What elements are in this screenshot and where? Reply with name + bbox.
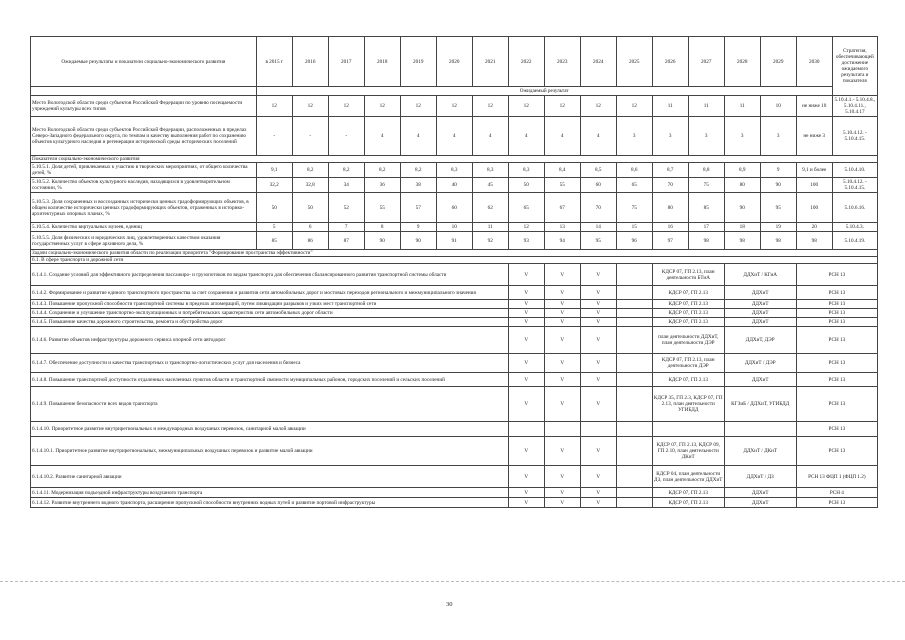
task-mark: V bbox=[580, 498, 616, 508]
metric-value: 98 bbox=[724, 232, 760, 250]
task-ref: РСН 13 bbox=[796, 286, 877, 300]
task-label: 6.1.4.10.2. Развитие санитарной авиации bbox=[31, 466, 509, 488]
metric-value: 8,3 bbox=[508, 163, 544, 178]
metric-value: 3 bbox=[724, 117, 760, 156]
metric-value: 9 bbox=[760, 163, 796, 178]
task-program: КДСР 07, ГП 2.13 bbox=[652, 318, 724, 327]
metric-value: 52 bbox=[328, 193, 364, 223]
empty-cell bbox=[616, 387, 652, 422]
task-program: КДСР 07, ГП 2.13 bbox=[652, 286, 724, 300]
metric-value: 85 bbox=[256, 232, 292, 250]
task-mark bbox=[580, 422, 616, 437]
task-row bbox=[31, 327, 878, 354]
metric-value: 11 bbox=[688, 96, 724, 117]
task-executor: ДДХиТ bbox=[724, 286, 796, 300]
task-program: КДСР 07, ГП 2.13, план деятельности БТиА bbox=[652, 264, 724, 286]
task-mark bbox=[508, 422, 544, 437]
metric-value: 8,4 bbox=[544, 163, 580, 178]
metric-value: 11 bbox=[724, 96, 760, 117]
metric-value: 93 bbox=[508, 232, 544, 250]
metric-value: 75 bbox=[688, 178, 724, 193]
header-year: 2026 bbox=[652, 37, 688, 87]
task-program: КДСР 07, ГП 2.13 bbox=[652, 373, 724, 387]
task-mark: V bbox=[508, 264, 544, 286]
metric-value: 32,2 bbox=[256, 178, 292, 193]
metric-ref: 5.10.4.19. bbox=[832, 232, 877, 250]
metric-value: 100 bbox=[796, 178, 832, 193]
metric-value: 55 bbox=[364, 193, 400, 223]
task-mark: V bbox=[544, 498, 580, 508]
page-edge-line bbox=[0, 581, 905, 582]
task-executor: ДДХиТ / КГиА bbox=[724, 264, 796, 286]
metric-row bbox=[31, 178, 878, 193]
metric-value: 12 bbox=[508, 223, 544, 232]
task-mark: V bbox=[508, 466, 544, 488]
metric-value: 50 bbox=[292, 193, 328, 223]
metric-value: 4 bbox=[580, 117, 616, 156]
task-mark: V bbox=[508, 354, 544, 373]
metric-ref: 5.10.4.12. - 5.10.4.15. bbox=[832, 178, 877, 193]
metric-value: 12 bbox=[364, 96, 400, 117]
metric-value: 8,2 bbox=[292, 163, 328, 178]
metric-value: - bbox=[292, 117, 328, 156]
task-label: 6.1.4.3. Повышение пропускной способности транспортной системы в пределах агломераций, путем ликвидации разрывов и узких мест транспортной сети bbox=[31, 300, 509, 309]
metric-value: 11 bbox=[472, 223, 508, 232]
task-mark: V bbox=[544, 437, 580, 466]
task-executor: ДДХиТ, ДЭР bbox=[724, 327, 796, 354]
metric-value: 65 bbox=[616, 178, 652, 193]
task-mark: V bbox=[544, 318, 580, 327]
metric-value: 8,6 bbox=[616, 163, 652, 178]
metric-value: 3 bbox=[688, 117, 724, 156]
metric-value: 90 bbox=[760, 178, 796, 193]
metric-value: 12 bbox=[436, 96, 472, 117]
task-mark: V bbox=[508, 498, 544, 508]
metric-ref: 5.10.4.1.- 5.10.4.8., 5.10.4.11., 5.10.4.17 bbox=[832, 96, 877, 117]
task-mark: V bbox=[544, 387, 580, 422]
task-ref: РСН 13 bbox=[796, 387, 877, 422]
metric-row bbox=[31, 193, 878, 223]
header-year: 2023 bbox=[544, 37, 580, 87]
metric-value: 86 bbox=[292, 232, 328, 250]
task-executor bbox=[724, 422, 796, 437]
task-mark: V bbox=[508, 387, 544, 422]
task-ref: РСН 13 bbox=[796, 437, 877, 466]
metric-value: 8 bbox=[364, 223, 400, 232]
task-row bbox=[31, 309, 878, 318]
metric-value: 12 bbox=[616, 96, 652, 117]
task-mark: V bbox=[508, 373, 544, 387]
section-row bbox=[31, 156, 878, 163]
metric-value: 4 bbox=[472, 117, 508, 156]
task-program: КДСР 07, ГП 2.13, КДСР 09, ГП 2.10, план деятельности ДКиТ bbox=[652, 437, 724, 466]
task-row bbox=[31, 498, 878, 508]
metric-value: 4 bbox=[544, 117, 580, 156]
task-ref: РСН 13 bbox=[796, 318, 877, 327]
empty-cell bbox=[616, 300, 652, 309]
empty-cell bbox=[616, 286, 652, 300]
metric-value: не ниже 10 bbox=[796, 96, 832, 117]
task-mark: V bbox=[544, 309, 580, 318]
task-program: КДСР 35, ГП 2.3, КДСР 07, ГП 2.13, план деятельности УГИБДД bbox=[652, 387, 724, 422]
task-mark: V bbox=[544, 327, 580, 354]
metric-value: 60 bbox=[580, 178, 616, 193]
task-row bbox=[31, 373, 878, 387]
metric-value: 40 bbox=[436, 178, 472, 193]
empty-cell bbox=[616, 327, 652, 354]
task-mark: V bbox=[508, 300, 544, 309]
task-label: 6.1.4.4. Сохранение и улучшение транспортно-эксплуатационных и потребительских характеристик сети автомобильных дорог области bbox=[31, 309, 509, 318]
task-executor: ДДХиТ bbox=[724, 488, 796, 498]
metric-value: 12 bbox=[580, 96, 616, 117]
task-row bbox=[31, 437, 878, 466]
metric-value: 11 bbox=[652, 96, 688, 117]
metric-value: 3 bbox=[652, 117, 688, 156]
task-mark: V bbox=[580, 318, 616, 327]
page-number: 30 bbox=[446, 601, 453, 608]
metric-value: 12 bbox=[256, 96, 292, 117]
metric-label: Место Вологодской области среди субъектов Российской Федерации по уровню посещаемости учреждений культуры всех типов bbox=[31, 96, 257, 117]
header-indicator: Ожидаемые результаты и показатели социально-экономического развития bbox=[31, 37, 257, 87]
task-label: 6.1.4.10.1. Приоритетное развитие внутрирегиональных, межмуниципальных воздушных перевозок и развитие малой авиации bbox=[31, 437, 509, 466]
metric-value: 32,8 bbox=[292, 178, 328, 193]
metric-value: 95 bbox=[760, 193, 796, 223]
empty-cell bbox=[616, 437, 652, 466]
metric-value: 65 bbox=[508, 193, 544, 223]
metric-value: 34 bbox=[328, 178, 364, 193]
task-program: КДСР 04, план деятельности ДЗ, план деятельности ДДХиТ bbox=[652, 466, 724, 488]
task-executor: ДДХиТ / ДЭР bbox=[724, 354, 796, 373]
metric-value: 8,2 bbox=[400, 163, 436, 178]
subheader-row bbox=[31, 87, 878, 96]
metric-value: 12 bbox=[508, 96, 544, 117]
metric-value: 90 bbox=[400, 232, 436, 250]
header-year: в 2015 г bbox=[256, 37, 292, 87]
task-program: КДСР 07, ГП 2.13 bbox=[652, 300, 724, 309]
task-executor: КГЗиБ / ДДХиТ, УГИБДД bbox=[724, 387, 796, 422]
metric-value: 98 bbox=[688, 232, 724, 250]
metric-ref: 5.10.6.16. bbox=[832, 193, 877, 223]
metric-value: 90 bbox=[724, 193, 760, 223]
metric-value: 5 bbox=[256, 223, 292, 232]
metric-value: 38 bbox=[400, 178, 436, 193]
empty-cell bbox=[616, 354, 652, 373]
metric-label: 5.10.5.3. Доля сохраненных и воссозданных исторически ценных градоформирующих объектов, в общем количестве исторически ценных градоформирующих объектов, отраженных в историко-архитектурных опорных планах, % bbox=[31, 193, 257, 223]
header-year: 2028 bbox=[724, 37, 760, 87]
header-year: 2018 bbox=[364, 37, 400, 87]
task-mark: V bbox=[544, 286, 580, 300]
task-row bbox=[31, 466, 878, 488]
metric-value: 12 bbox=[328, 96, 364, 117]
metric-value: 18 bbox=[724, 223, 760, 232]
header-year: 2020 bbox=[436, 37, 472, 87]
metric-value: 75 bbox=[616, 193, 652, 223]
metric-value: - bbox=[256, 117, 292, 156]
empty-cell bbox=[616, 422, 652, 437]
task-mark: V bbox=[544, 373, 580, 387]
section-row bbox=[31, 250, 878, 257]
indicators-table bbox=[30, 36, 878, 508]
task-ref: РСН 13 bbox=[796, 354, 877, 373]
task-mark: V bbox=[508, 488, 544, 498]
metric-value: 8,8 bbox=[688, 163, 724, 178]
task-program: план деятельности ДДХиТ, план деятельности ДЭР bbox=[652, 327, 724, 354]
task-ref: РСН 13 bbox=[796, 309, 877, 318]
indicators-title: Показатели социально-экономического развития bbox=[31, 156, 878, 163]
task-mark: V bbox=[508, 437, 544, 466]
empty-cell bbox=[616, 264, 652, 286]
task-program: КДСР 07, ГП 2.13, план деятельности ДЭР bbox=[652, 354, 724, 373]
metric-value: 60 bbox=[436, 193, 472, 223]
empty-cell bbox=[616, 488, 652, 498]
task-label: 6.1.4.2. Формирование и развитие единого транспортного пространства за счет сохранения и развития сети автомобильных дорог и мостовых переходов регионального и межмуниципального значения bbox=[31, 286, 509, 300]
task-ref: РСН 13 bbox=[796, 373, 877, 387]
empty-cell bbox=[616, 373, 652, 387]
task-mark: V bbox=[580, 286, 616, 300]
metric-value: 57 bbox=[400, 193, 436, 223]
task-label: 6.1.4.11. Модернизация подъездной инфраструктуры воздушного транспорта bbox=[31, 488, 509, 498]
empty-cell bbox=[616, 466, 652, 488]
metric-row bbox=[31, 232, 878, 250]
metric-value: 4 bbox=[364, 117, 400, 156]
header-strategy: Стратегия, обеспечивающей достижение ожидаемого результата и показателя bbox=[832, 37, 877, 96]
task-mark: V bbox=[508, 309, 544, 318]
metric-row bbox=[31, 163, 878, 178]
metric-value: 10 bbox=[436, 223, 472, 232]
task-label: 6.1.4.7. Обеспечение доступности и качества транспортных и транспортно-логистических услуг для населения и бизнеса bbox=[31, 354, 509, 373]
task-mark: V bbox=[580, 300, 616, 309]
metric-value: 85 bbox=[688, 193, 724, 223]
task-mark: V bbox=[580, 437, 616, 466]
section-row bbox=[31, 257, 878, 264]
metric-ref: 5.10.4.3. bbox=[832, 223, 877, 232]
metric-value: 4 bbox=[508, 117, 544, 156]
metric-value: 97 bbox=[652, 232, 688, 250]
metric-label: 5.10.5.4. Количество виртуальных музеев, единиц bbox=[31, 223, 257, 232]
metric-row bbox=[31, 223, 878, 232]
task-mark: V bbox=[580, 327, 616, 354]
metric-value: 98 bbox=[760, 232, 796, 250]
task-mark: V bbox=[544, 264, 580, 286]
metric-value: 8,3 bbox=[436, 163, 472, 178]
metric-value: 67 bbox=[544, 193, 580, 223]
task-mark: V bbox=[544, 300, 580, 309]
metric-value: 7 bbox=[328, 223, 364, 232]
metric-value: 94 bbox=[544, 232, 580, 250]
metric-value: 19 bbox=[760, 223, 796, 232]
metric-value: 3 bbox=[616, 117, 652, 156]
task-mark: V bbox=[580, 309, 616, 318]
metric-label: 5.10.5.2. Количество объектов культурного наследия, находящихся в удовлетворительном состоянии, % bbox=[31, 178, 257, 193]
metric-value: 8,9 bbox=[724, 163, 760, 178]
metric-value: 90 bbox=[364, 232, 400, 250]
metric-value: 9,1 bbox=[256, 163, 292, 178]
task-ref: РСН 13 bbox=[796, 498, 877, 508]
task-executor: ДДХиТ / ДЗ bbox=[724, 466, 796, 488]
metric-value: 50 bbox=[508, 178, 544, 193]
metric-value: 36 bbox=[364, 178, 400, 193]
metric-label: Место Вологодской области среди субъектов Российской Федерации, расположенных в пределах Северо-Западного федерального округа, по темпам и качеству выполнения работ по сохранению объектов культурного наследия и регенерации исторической среды исторических поселений bbox=[31, 117, 257, 156]
metric-value: 70 bbox=[652, 178, 688, 193]
metric-label: 5.10.5.1. Доля детей, привлекаемых к участию в творческих мероприятиях, от общего количества детей, % bbox=[31, 163, 257, 178]
metric-value: 3 bbox=[760, 117, 796, 156]
task-ref: РСН 13 bbox=[796, 264, 877, 286]
header-year: 2022 bbox=[508, 37, 544, 87]
task-label: 6.1.4.10. Приоритетное развитие внутрирегиональных и международных воздушных перевозок, санитарной малой авиации bbox=[31, 422, 509, 437]
metric-value: 91 bbox=[436, 232, 472, 250]
task-row bbox=[31, 264, 878, 286]
metric-row bbox=[31, 96, 878, 117]
metric-value: 8,7 bbox=[652, 163, 688, 178]
task-ref: РСН 13 ФЦП 1 (ФЦП 1.2) bbox=[796, 466, 877, 488]
metric-value: 8,3 bbox=[472, 163, 508, 178]
metric-value: 50 bbox=[256, 193, 292, 223]
task-mark: V bbox=[544, 354, 580, 373]
task-row bbox=[31, 318, 878, 327]
task-label: 6.1.4.9. Повышение безопасности всех видов транспорта bbox=[31, 387, 509, 422]
metric-label: 5.10.5.5. Доля физических и юридических лиц, удовлетворенных качеством оказания государственных услуг в сфере архивного дела, % bbox=[31, 232, 257, 250]
empty-cell bbox=[616, 309, 652, 318]
metric-value: 15 bbox=[616, 223, 652, 232]
task-label: 6.1.4.1. Создание условий для эффективного распределения пассажиро- и грузопотоков по видам транспорта для обеспечения сбалансированного развития транспортной системы области bbox=[31, 264, 509, 286]
header-year: 2019 bbox=[400, 37, 436, 87]
task-mark: V bbox=[544, 466, 580, 488]
task-mark: V bbox=[508, 327, 544, 354]
task-label: 6.1.4.6. Развитие объектов инфраструктуры дорожного сервиса опорной сети автодорог bbox=[31, 327, 509, 354]
task-label: 6.1.4.5. Повышение качества дорожного строительства, ремонта и обустройства дорог bbox=[31, 318, 509, 327]
header-row bbox=[31, 37, 878, 87]
header-year: 2024 bbox=[580, 37, 616, 87]
metric-value: 100 bbox=[796, 193, 832, 223]
task-executor: ДДХиТ bbox=[724, 309, 796, 318]
task-mark: V bbox=[508, 286, 544, 300]
metric-value: 13 bbox=[544, 223, 580, 232]
header-year: 2025 bbox=[616, 37, 652, 87]
task-program: КДСР 07, ГП 2.13 bbox=[652, 309, 724, 318]
metric-value: 16 bbox=[652, 223, 688, 232]
header-year: 2027 bbox=[688, 37, 724, 87]
task-executor: ДДХиТ / ДКиТ bbox=[724, 437, 796, 466]
task-mark: V bbox=[580, 488, 616, 498]
task-mark bbox=[544, 422, 580, 437]
metric-value: 4 bbox=[436, 117, 472, 156]
header-year: 2016 bbox=[292, 37, 328, 87]
metric-value: 80 bbox=[724, 178, 760, 193]
task-program bbox=[652, 422, 724, 437]
task-row bbox=[31, 387, 878, 422]
task-row bbox=[31, 422, 878, 437]
metric-value: 8,2 bbox=[328, 163, 364, 178]
header-year: 2030 bbox=[796, 37, 832, 87]
metric-value: 55 bbox=[544, 178, 580, 193]
task-mark: V bbox=[580, 373, 616, 387]
metric-value: 9,1 и более bbox=[796, 163, 832, 178]
task-executor: ДДХиТ bbox=[724, 300, 796, 309]
task-row bbox=[31, 354, 878, 373]
metric-value: 17 bbox=[688, 223, 724, 232]
metric-value: 6 bbox=[292, 223, 328, 232]
section-title: 6.1. В сфере транспорта и дорожной сети bbox=[31, 257, 878, 264]
metric-value: 10 bbox=[760, 96, 796, 117]
task-executor: ДДХиТ bbox=[724, 373, 796, 387]
task-label: 6.1.4.8. Повышение транспортной доступности отдаленных населенных пунктов области и транспортной связности муниципальных районов, городских поселений и сельских поселений bbox=[31, 373, 509, 387]
metric-value: 12 bbox=[472, 96, 508, 117]
empty-cell bbox=[616, 318, 652, 327]
task-label: 6.1.4.12. Развитие внутреннего водного транспорта, расширение пропускной способности внутренних водных путей и развитие портовой инфраструктуры bbox=[31, 498, 509, 508]
task-mark: V bbox=[580, 264, 616, 286]
task-mark: V bbox=[544, 488, 580, 498]
metric-value: 95 bbox=[580, 232, 616, 250]
metric-ref: 5.10.4.10. bbox=[832, 163, 877, 178]
header-year: 2017 bbox=[328, 37, 364, 87]
empty-cell bbox=[31, 87, 257, 96]
task-program: КДСР 07, ГП 2.13 bbox=[652, 498, 724, 508]
metric-value: 87 bbox=[328, 232, 364, 250]
task-executor: ДДХиТ bbox=[724, 318, 796, 327]
task-ref: РСН 13 bbox=[796, 422, 877, 437]
task-row bbox=[31, 488, 878, 498]
metric-value: 12 bbox=[544, 96, 580, 117]
metric-value: 9 bbox=[400, 223, 436, 232]
metric-value: 14 bbox=[580, 223, 616, 232]
task-mark: V bbox=[580, 387, 616, 422]
task-executor: ДДХиТ bbox=[724, 498, 796, 508]
metric-value: 98 bbox=[796, 232, 832, 250]
metric-value: 45 bbox=[472, 178, 508, 193]
metric-ref: 5.10.4.12. - 5.10.4.15. bbox=[832, 117, 877, 156]
task-ref: РСН 13 bbox=[796, 327, 877, 354]
metric-value: 70 bbox=[580, 193, 616, 223]
metric-value: 62 bbox=[472, 193, 508, 223]
task-program: КДСР 07, ГП 2.13 bbox=[652, 488, 724, 498]
priority-title: Задачи социально-экономического развития области по реализации приоритета "Формирование пространства эффективности" bbox=[31, 250, 878, 257]
expected-result-label: Ожидаемый результат bbox=[256, 87, 832, 96]
metric-value: 96 bbox=[616, 232, 652, 250]
task-mark: V bbox=[580, 354, 616, 373]
metric-row bbox=[31, 117, 878, 156]
metric-value: не ниже 3 bbox=[796, 117, 832, 156]
header-year: 2021 bbox=[472, 37, 508, 87]
empty-cell bbox=[616, 498, 652, 508]
header-year: 2029 bbox=[760, 37, 796, 87]
task-row bbox=[31, 286, 878, 300]
metric-value: 12 bbox=[292, 96, 328, 117]
metric-value: 4 bbox=[400, 117, 436, 156]
metric-value: 92 bbox=[472, 232, 508, 250]
metric-value: 8,5 bbox=[580, 163, 616, 178]
metric-value: 80 bbox=[652, 193, 688, 223]
task-mark: V bbox=[508, 318, 544, 327]
metric-value: - bbox=[328, 117, 364, 156]
task-row bbox=[31, 300, 878, 309]
task-ref: РСН 13 bbox=[796, 300, 877, 309]
task-ref: РСН 4 bbox=[796, 488, 877, 498]
metric-value: 8,2 bbox=[364, 163, 400, 178]
metric-value: 20 bbox=[796, 223, 832, 232]
task-mark: V bbox=[580, 466, 616, 488]
metric-value: 12 bbox=[400, 96, 436, 117]
